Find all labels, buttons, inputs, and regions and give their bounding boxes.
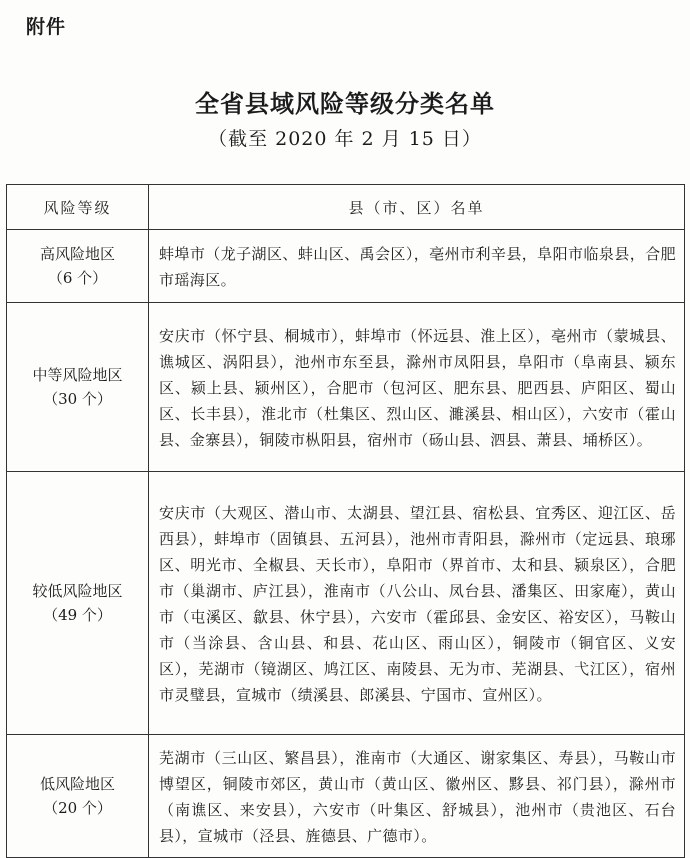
level-count: （20 个） xyxy=(43,799,112,817)
level-name: 较低风险地区 xyxy=(32,582,123,600)
table-header-row xyxy=(7,185,685,230)
risk-level-table xyxy=(6,184,685,858)
level-count: （6 个） xyxy=(47,269,108,287)
table-row-medium-risk xyxy=(7,303,685,472)
header-risk-level: 风险等级 xyxy=(7,185,149,230)
level-cell xyxy=(7,230,149,303)
document-subtitle: （截至 2020 年 2 月 15 日） xyxy=(208,128,482,150)
county-list: 芜湖市（三山区、繁昌县），淮南市（大通区、谢家集区、寿县），马鞍山市博望区，铜陵市郊区，黄山市（黄山区、徽州区、黟县、祁门县），滁州市（南谯区、来安县），六安市（叶集区、舒城县），池州市（贵池区、石台县），宣城市（泾县、旌德县、广德市）。 xyxy=(149,735,685,858)
attachment-label: 附件 xyxy=(26,16,67,38)
table-row-lower-risk xyxy=(7,472,685,735)
level-count: （49 个） xyxy=(43,606,112,624)
level-name: 高风险地区 xyxy=(39,245,115,263)
level-name: 中等风险地区 xyxy=(32,366,123,384)
county-list: 蚌埠市（龙子湖区、蚌山区、禹会区），亳州市利辛县，阜阳市临泉县，合肥市瑶海区。 xyxy=(149,230,685,303)
header-county-list: 县（市、区）名单 xyxy=(149,185,685,230)
county-list: 安庆市（怀宁县、桐城市），蚌埠市（怀远县、淮上区），亳州市（蒙城县、谯城区、涡阳县），池州市东至县，滁州市凤阳县，阜阳市（阜南县、颍东区、颍上县、颍州区），合肥市（包河区、肥东县、肥西县、庐阳区、蜀山区、长丰县），淮北市（杜集区、烈山区、濉溪县、相山区），六安市（霍山县、金寨县），铜陵市枞阳县，宿州市（砀山县、泗县、萧县、埇桥区）。 xyxy=(149,303,685,472)
level-cell xyxy=(7,303,149,472)
document-title: 全省县域风险等级分类名单 xyxy=(195,90,495,118)
level-count: （30 个） xyxy=(43,390,112,408)
table-row-high-risk xyxy=(7,230,685,303)
level-name: 低风险地区 xyxy=(39,775,115,793)
level-cell xyxy=(7,735,149,858)
level-cell xyxy=(7,472,149,735)
county-list: 安庆市（大观区、潜山市、太湖县、望江县、宿松县、宜秀区、迎江区、岳西县），蚌埠市（固镇县、五河县），池州市青阳县，滁州市（定远县、琅琊区、明光市、全椒县、天长市），阜阳市（界首市、太和县、颍泉区），合肥市（巢湖市、庐江县），淮南市（八公山、凤台县、潘集区、田家庵），黄山市（屯溪区、歙县、休宁县），六安市（霍邱县、金安区、裕安区），马鞍山市（当涂县、含山县、和县、花山区、雨山区），铜陵市（铜官区、义安区），芜湖市（镜湖区、鸠江区、南陵县、无为市、芜湖县、弋江区），宿州市灵璧县，宣城市（绩溪县、郎溪县、宁国市、宣州区）。 xyxy=(149,472,685,735)
table-row-low-risk xyxy=(7,735,685,858)
